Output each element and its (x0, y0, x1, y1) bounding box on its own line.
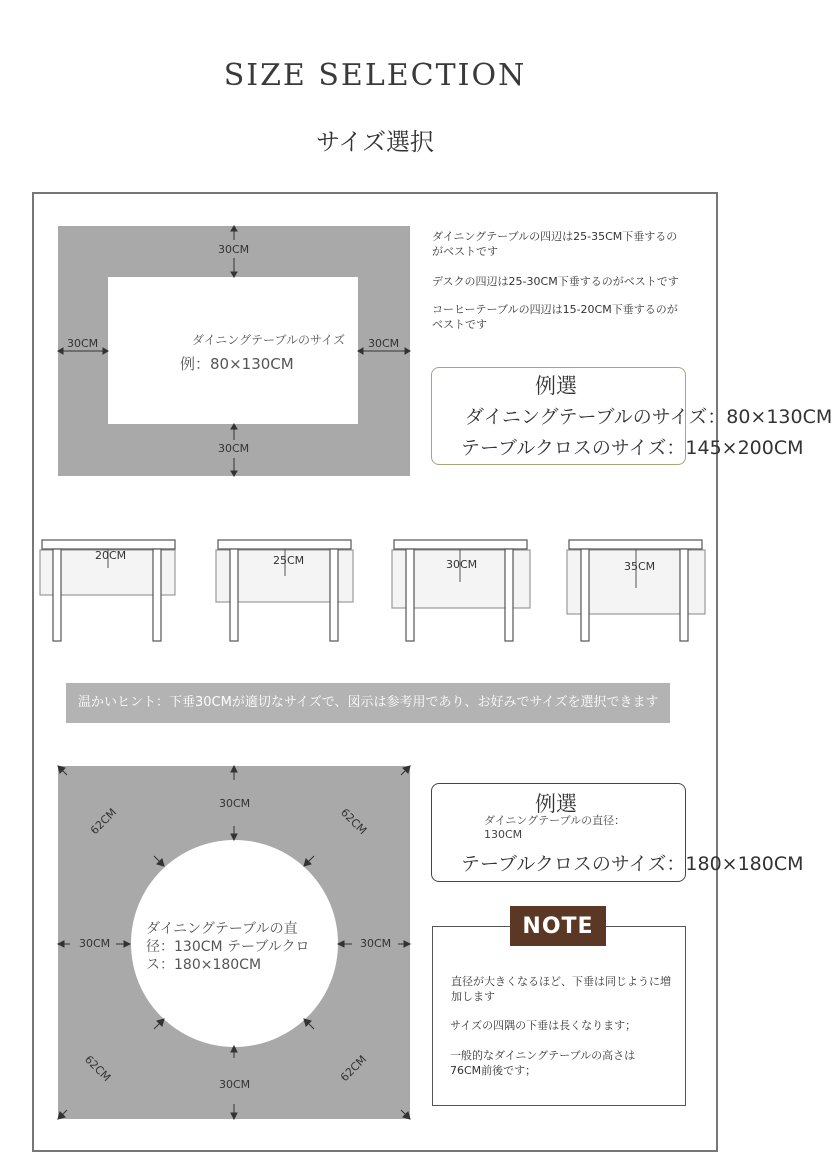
example-round-diameter: ダイニングテーブルの直径：130CM (484, 814, 626, 841)
example-round-cloth-size: テーブルクロスのサイズ：180×180CM (461, 853, 804, 875)
round-diag-bl: 62CM (81, 1052, 114, 1085)
drop-note-desk: デスクの四辺は25-30CM下垂するのがベストです (432, 275, 679, 288)
side-view-30: 30CM (446, 558, 478, 571)
round-bottom-drop: 30CM (219, 1078, 251, 1091)
note-box (432, 926, 686, 1106)
round-center-label: ダイニングテーブルの直径：130CM テーブルクロス：180×180CM (146, 921, 310, 973)
round-left-drop: 30CM (79, 937, 111, 950)
round-diag-br: 62CM (337, 1052, 370, 1085)
example-rect-heading: 例選 (535, 374, 577, 398)
table-size-label: ダイニングテーブルのサイズ (192, 333, 346, 347)
drop-note-coffee: コーヒーテーブルの四辺は15-20CM下垂するのがベストです (432, 303, 678, 331)
note-item-3: 一般的なダイニングテーブルの高さは76CM前後です； (450, 1049, 636, 1077)
page-title: SIZE SELECTION (223, 58, 527, 93)
rect-left-drop: 30CM (67, 337, 99, 350)
rect-right-drop: 30CM (368, 337, 400, 350)
side-view-tables (0, 530, 750, 650)
example-rect-table-size: ダイニングテーブルのサイズ：80×130CM (465, 406, 832, 428)
example-round-heading: 例選 (535, 792, 577, 816)
rect-bottom-drop: 30CM (218, 442, 250, 455)
hint-bar: 温かいヒント：下垂30CMが適切なサイズで、図示は参考用であり、お好みでサイズを選択できます (66, 683, 670, 723)
rect-top-drop: 30CM (218, 243, 250, 256)
round-diag-tr: 62CM (337, 805, 370, 838)
note-item-1: 直径が大きくなるほど、下垂は同じように増加します (451, 975, 671, 1003)
round-diag-tl: 62CM (87, 805, 120, 838)
example-rect-cloth-size: テーブルクロスのサイズ：145×200CM (461, 437, 804, 459)
note-item-2: サイズの四隅の下垂は長くなります； (450, 1019, 637, 1032)
rect-arrows (58, 226, 410, 476)
note-heading: NOTE (510, 906, 606, 946)
page-subtitle: サイズ選択 (315, 128, 435, 156)
drop-note-dining: ダイニングテーブルの四辺は25-35CM下垂するのがベストです (432, 230, 678, 258)
side-view-20: 20CM (95, 549, 127, 562)
side-view-25: 25CM (273, 554, 305, 567)
side-view-35: 35CM (624, 560, 656, 573)
round-right-drop: 30CM (360, 937, 392, 950)
round-top-drop: 30CM (219, 797, 251, 810)
table-size-example: 例：80×130CM (180, 355, 294, 373)
